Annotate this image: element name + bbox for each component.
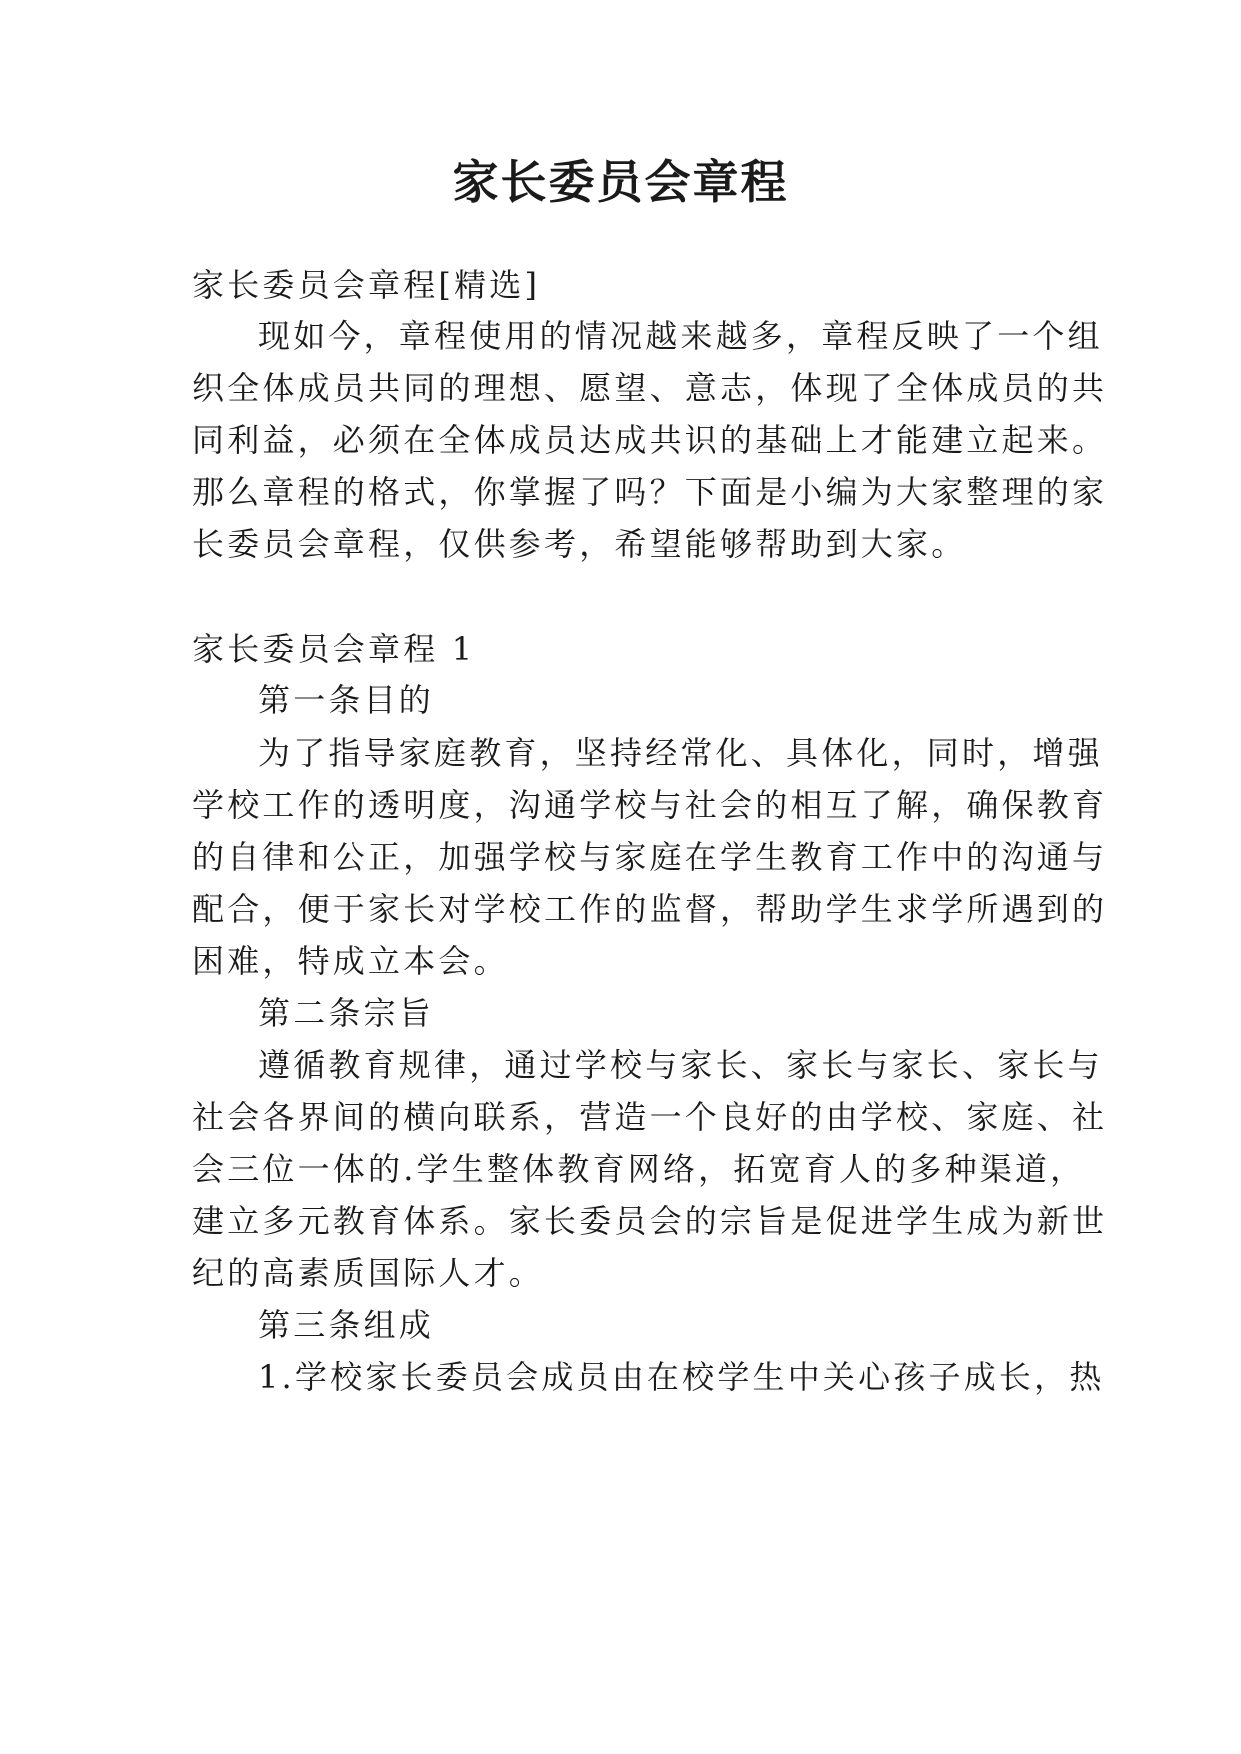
article-2-line: 会三位一体的.学生整体教育网络，拓宽育人的多种渠道， bbox=[192, 1150, 1086, 1188]
article-2-line: 遵循教育规律，通过学校与家长、家长与家长、家长与 bbox=[258, 1046, 1103, 1084]
article-2-heading: 第二条宗旨 bbox=[258, 994, 435, 1032]
intro-line: 同利益，必须在全体成员达成共识的基础上才能建立起来。 bbox=[192, 421, 1108, 459]
document-title: 家长委员会章程 bbox=[452, 155, 789, 209]
article-2-line: 建立多元教育体系。家长委员会的宗旨是促进学生成为新世 bbox=[192, 1202, 1108, 1240]
intro-line: 织全体成员共同的理想、愿望、意志，体现了全体成员的共 bbox=[192, 369, 1108, 407]
article-2-line: 纪的高素质国际人才。 bbox=[192, 1254, 545, 1292]
article-1-line: 学校工作的透明度，沟通学校与社会的相互了解，确保教育 bbox=[192, 786, 1108, 824]
article-1-heading: 第一条目的 bbox=[258, 681, 435, 719]
article-2-line: 社会各界间的横向联系，营造一个良好的由学校、家庭、社 bbox=[192, 1098, 1108, 1136]
intro-line: 现如今，章程使用的情况越来越多，章程反映了一个组 bbox=[258, 317, 1103, 355]
article-3-heading: 第三条组成 bbox=[258, 1306, 435, 1344]
article-1-line: 为了指导家庭教育，坚持经常化、具体化，同时，增强 bbox=[258, 734, 1103, 772]
intro-line: 长委员会章程，仅供参考，希望能够帮助到大家。 bbox=[192, 525, 967, 563]
article-1-line: 的自律和公正，加强学校与家庭在学生教育工作中的沟通与 bbox=[192, 838, 1108, 876]
section-heading: 家长委员会章程 1 bbox=[192, 630, 476, 668]
document-subtitle: 家长委员会章程[精选] bbox=[192, 266, 541, 304]
article-1-line: 配合，便于家长对学校工作的监督，帮助学生求学所遇到的 bbox=[192, 890, 1108, 928]
article-3-line: 1.学校家长委员会成员由在校学生中关心孩子成长，热 bbox=[258, 1358, 1105, 1396]
intro-line: 那么章程的格式，你掌握了吗？下面是小编为大家整理的家 bbox=[192, 473, 1108, 511]
article-1-line: 困难，特成立本会。 bbox=[192, 942, 509, 980]
